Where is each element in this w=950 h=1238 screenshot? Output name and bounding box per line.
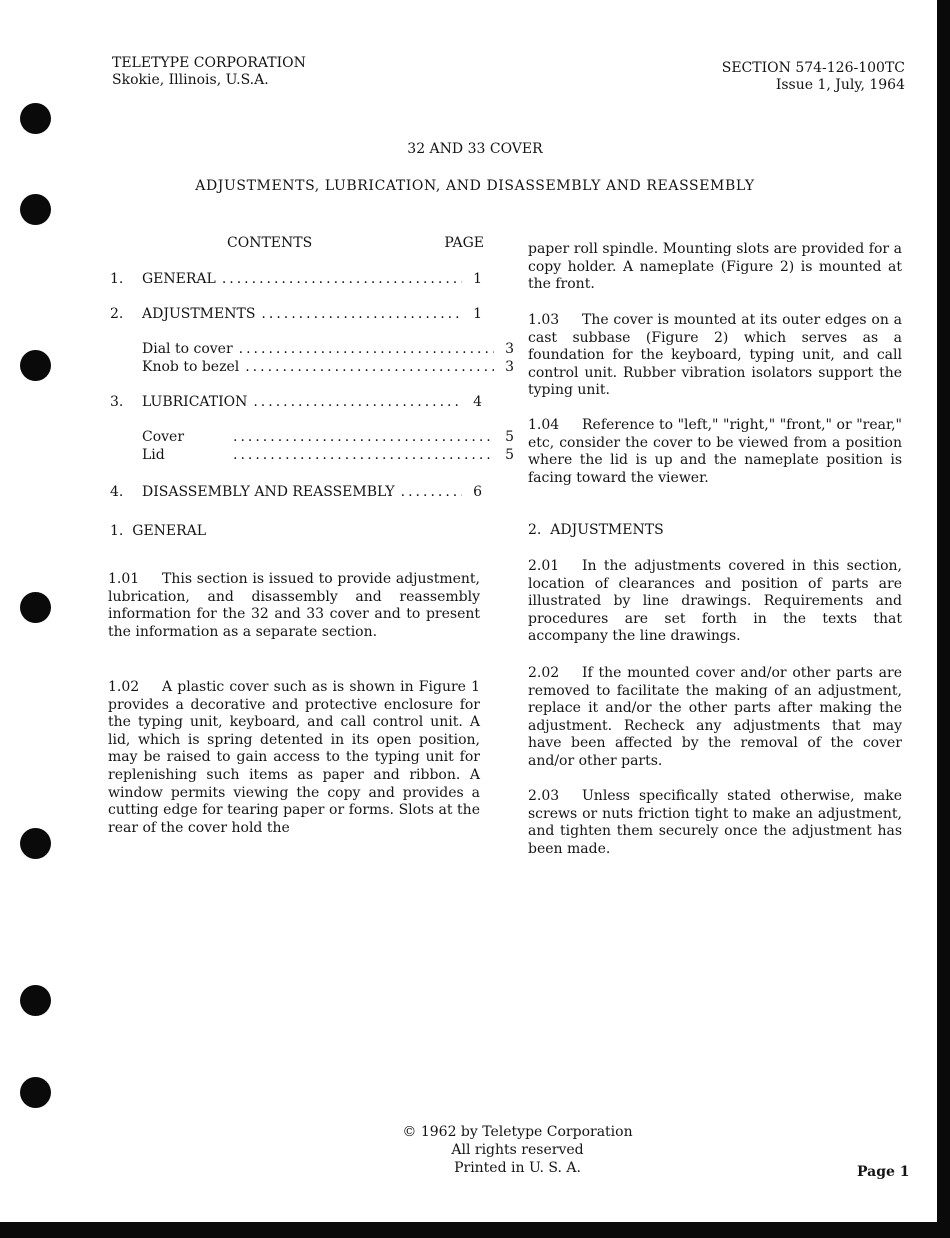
toc-leader: [261, 306, 462, 322]
binder-hole: [20, 350, 51, 381]
toc-entry-page: 1: [473, 306, 482, 322]
toc-entry: [110, 394, 482, 410]
paragraph-number: 1.03: [528, 312, 560, 328]
toc-entry: [110, 484, 482, 500]
toc-entry-page: 5: [505, 447, 514, 463]
paragraph-text: A plastic cover such as is shown in Figure 1 provides a decorative and protective enclosure for the typing unit, keyboard, and call control unit. A lid, which is spring detented in its open position, may be raised to gain access to the typing unit for replenishing such items as paper and ribbon. A window permits viewing the copy and provides a cutting edge for tearing paper or forms. Slots at the rear of the cover hold the: [108, 679, 480, 836]
paragraph-2-01: [528, 558, 902, 646]
paragraph-2-03: [528, 788, 902, 858]
toc-leader: [233, 429, 494, 445]
toc-leader: [233, 447, 494, 463]
toc-entry-page: 6: [473, 484, 482, 500]
paragraph-number: 1.01: [108, 571, 140, 587]
binder-hole: [20, 103, 51, 134]
company-location: Skokie, Illinois, U.S.A.: [112, 72, 269, 88]
toc-entry-label: ADJUSTMENTS: [142, 306, 256, 322]
paragraph-number: 1.04: [528, 417, 560, 433]
paragraph-1-02-continued: [528, 241, 902, 294]
toc-entry: [110, 271, 482, 287]
paragraph-1-03: [528, 312, 902, 400]
toc-entry-label: Dial to cover: [142, 341, 233, 357]
toc-entry-label: Lid: [142, 447, 165, 463]
toc-entry-label: Knob to bezel: [142, 359, 240, 375]
paragraph-number: 2.03: [528, 788, 560, 804]
scan-edge-bottom: [0, 1222, 950, 1238]
printed-line: Printed in U. S. A.: [454, 1160, 581, 1176]
toc-entry-page: 1: [473, 271, 482, 287]
copyright-footer: [0, 1123, 950, 1177]
toc-leader: [253, 394, 462, 410]
binder-hole: [20, 194, 51, 225]
paragraph-number: 1.02: [108, 679, 140, 695]
toc-entry-page: 3: [505, 341, 514, 357]
binder-hole: [20, 985, 51, 1016]
toc-entry-number: 2.: [110, 306, 124, 322]
toc-page-heading: PAGE: [444, 235, 484, 251]
toc-subentry: [110, 359, 514, 375]
issue-date: Issue 1, July, 1964: [775, 77, 905, 93]
company-name: TELETYPE CORPORATION: [112, 55, 306, 71]
toc-header: [110, 235, 490, 257]
paragraph-text: In the adjustments covered in this section, location of clearances and position of parts are illustrated by line drawings. Requirements and procedures are set forth in the texts that accompany the line drawings.: [528, 558, 902, 645]
section-heading-general: 1. GENERAL: [110, 523, 207, 539]
paragraph-text: Reference to "left," "right," "front," or "rear," etc, consider the cover to be viewed from a position where the lid is up and the nameplate position is facing toward the viewer.: [528, 417, 902, 486]
paragraph-1-04: [528, 417, 902, 487]
binder-hole: [20, 828, 51, 859]
toc-entry-label: Cover: [142, 429, 185, 445]
paragraph-number: 2.01: [528, 558, 560, 574]
paragraph-1-02: [108, 679, 480, 837]
toc-subentry: [110, 429, 514, 445]
section-heading-adjustments: 2. ADJUSTMENTS: [528, 522, 664, 538]
paragraph-1-01: [108, 571, 480, 641]
toc-entry-number: 1.: [110, 271, 124, 287]
table-of-contents: [110, 235, 514, 500]
copyright-line: © 1962 by Teletype Corporation: [402, 1124, 633, 1140]
paragraph-text: The cover is mounted at its outer edges on a cast subbase (Figure 2) which serves as a foundation for the keyboard, typing unit, and call control unit. Rubber vibration isolators support the typing unit.: [528, 312, 902, 399]
toc-subentry: [110, 447, 514, 463]
binder-hole: [20, 592, 51, 623]
toc-entry-number: 3.: [110, 394, 124, 410]
toc-entry-number: 4.: [110, 484, 124, 500]
paragraph-text: paper roll spindle. Mounting slots are provided for a copy holder. A nameplate (Figure 2) is mounted at the front.: [528, 241, 902, 293]
header-left: [112, 55, 306, 89]
toc-entry: [110, 306, 482, 322]
binder-hole: [20, 1077, 51, 1108]
toc-entry-label: DISASSEMBLY AND REASSEMBLY: [142, 484, 395, 500]
paragraph-text: If the mounted cover and/or other parts are removed to facilitate the making of an adjustment, replace it and/or the other parts after making the adjustment. Recheck any adjustments that may have been affected by the removal of the cover and/or other parts.: [528, 665, 902, 769]
paragraph-2-02: [528, 665, 902, 771]
header-right: [705, 60, 905, 94]
paragraph-text: Unless specifically stated otherwise, make screws or nuts friction tight to make an adjustment, and tighten them securely once the adjustment has been made.: [528, 788, 902, 857]
toc-leader: [401, 484, 462, 500]
toc-subentry: [110, 341, 514, 357]
rights-line: All rights reserved: [451, 1142, 584, 1158]
toc-entry-label: LUBRICATION: [142, 394, 248, 410]
section-number: SECTION 574-126-100TC: [721, 60, 905, 76]
document-title: 32 AND 33 COVER: [407, 141, 543, 157]
toc-contents-heading: CONTENTS: [227, 235, 313, 251]
document-subtitle: ADJUSTMENTS, LUBRICATION, AND DISASSEMBLY AND REASSEMBLY: [195, 178, 755, 194]
paragraph-text: This section is issued to provide adjustment, lubrication, and disassembly and reassembly information for the 32 and 33 cover and to present the information as a separate section.: [108, 571, 480, 640]
toc-leader: [239, 341, 494, 357]
toc-entry-page: 4: [473, 394, 482, 410]
toc-entry-label: GENERAL: [142, 271, 216, 287]
page-number: Page 1: [857, 1164, 910, 1180]
toc-leader: [222, 271, 462, 287]
toc-leader: [245, 359, 494, 375]
toc-entry-page: 5: [505, 429, 514, 445]
paragraph-number: 2.02: [528, 665, 560, 681]
toc-entry-page: 3: [505, 359, 514, 375]
